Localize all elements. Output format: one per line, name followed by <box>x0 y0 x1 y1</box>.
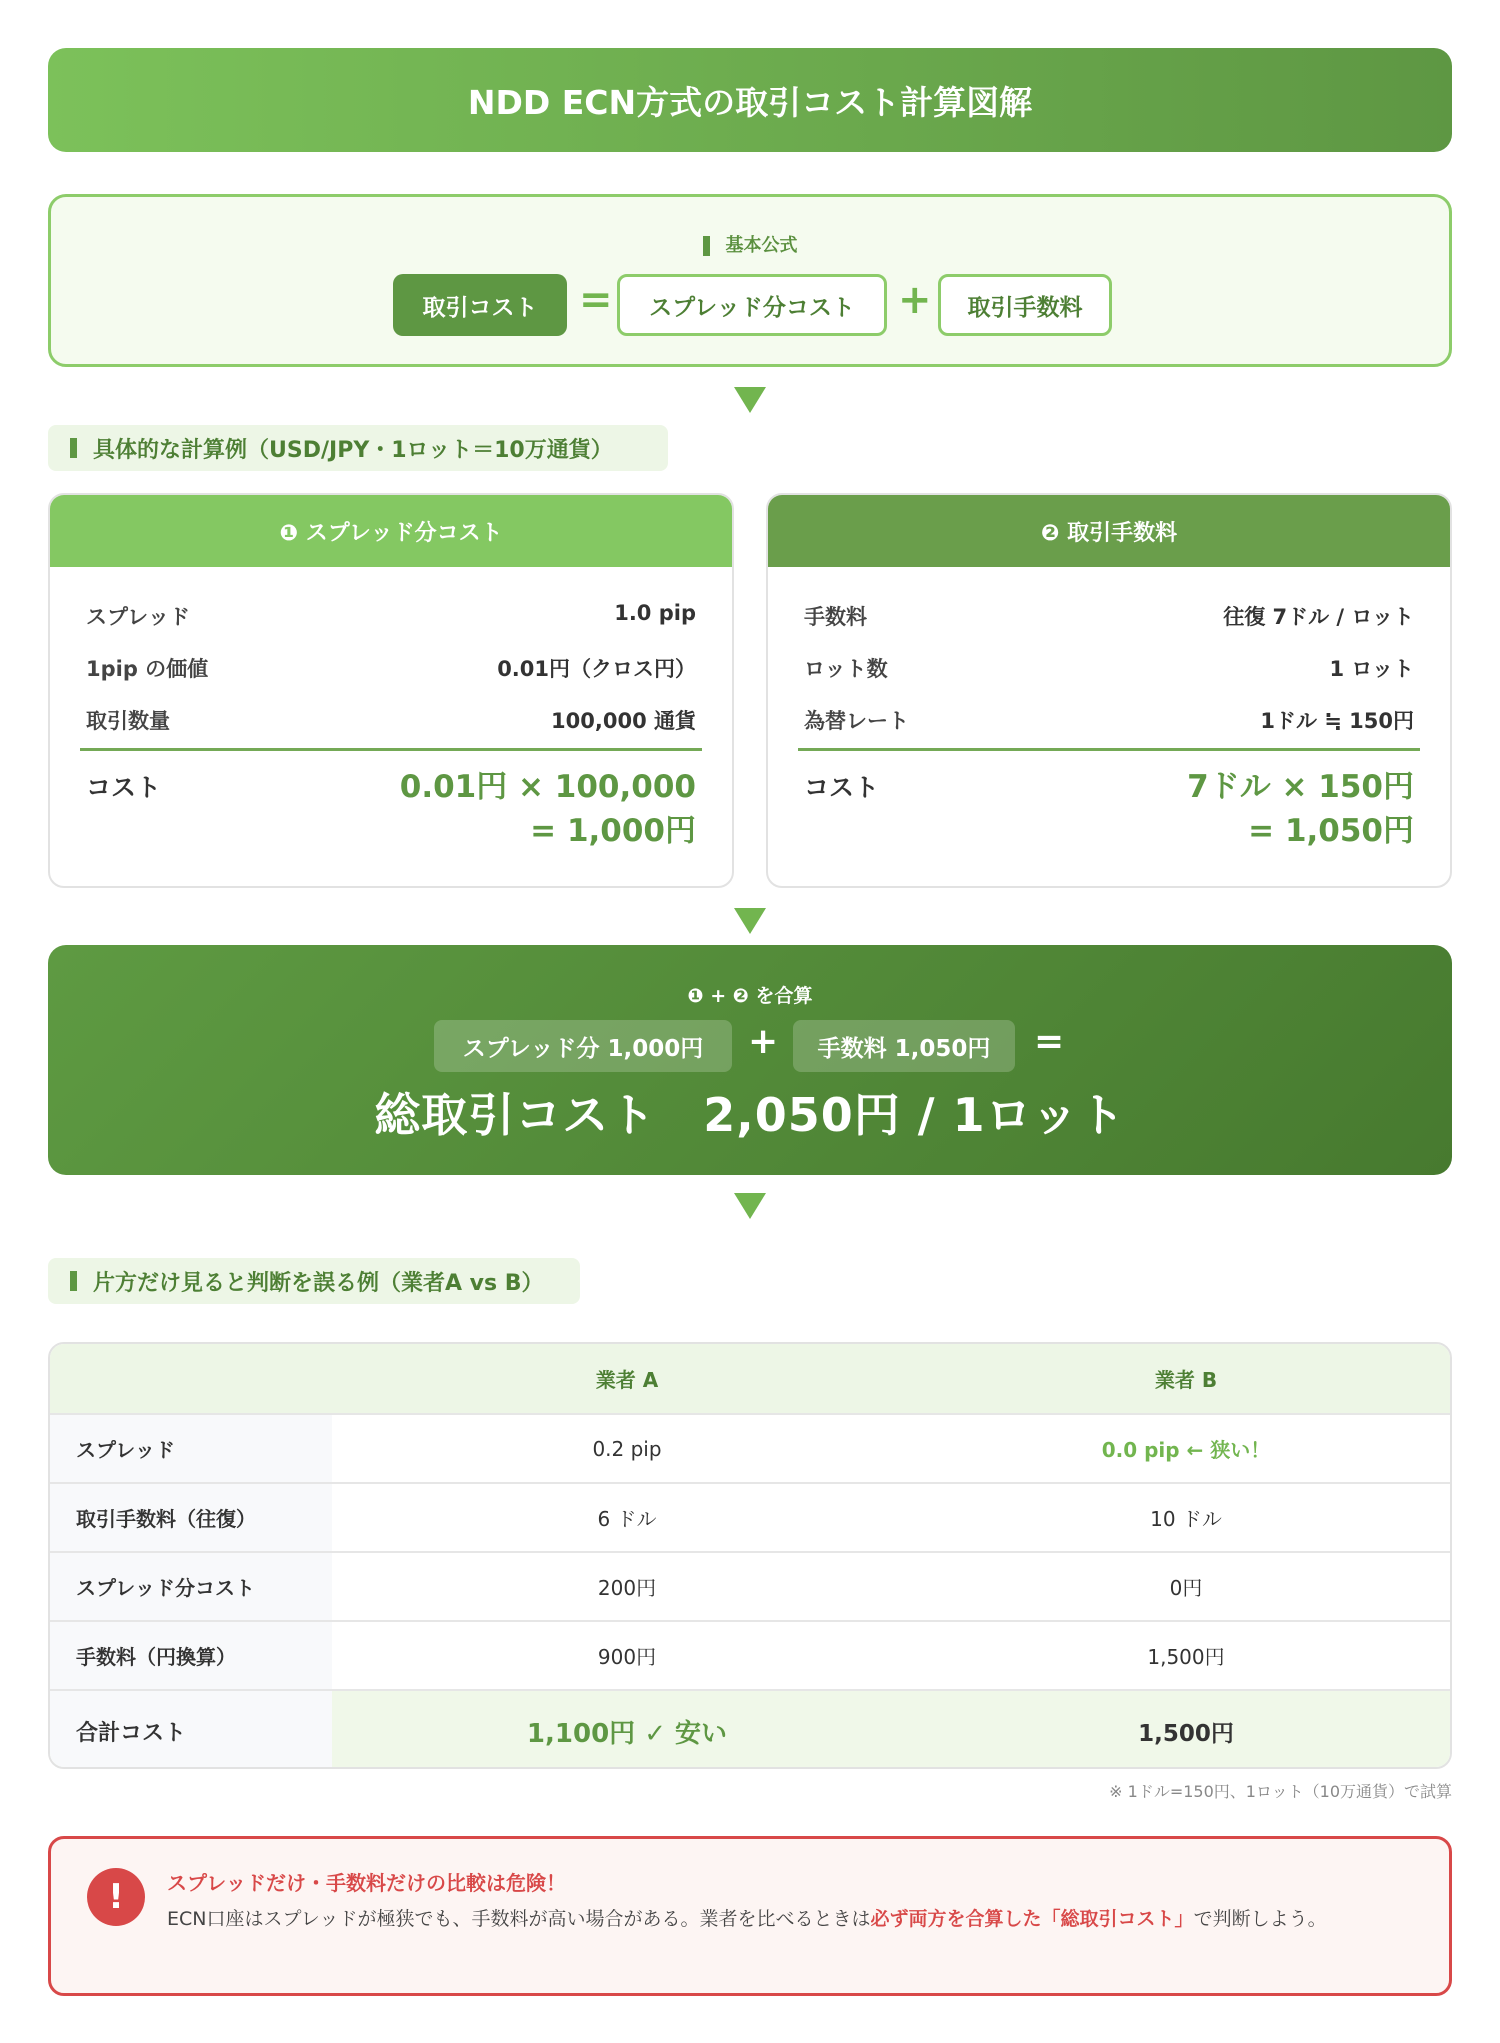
row-value: 往復 7ドル / ロット <box>1223 605 1414 629</box>
row-label: 取引手数料（往復） <box>50 1484 332 1551</box>
comparison-table <box>48 1342 1452 1769</box>
down-arrow-icon <box>734 387 766 413</box>
cost-line-2: = 1,000円 <box>530 813 696 849</box>
cost-line-2: = 1,050円 <box>1248 813 1414 849</box>
formula-term-fee: 取引手数料 <box>938 274 1112 336</box>
cost-line-1: 0.01円 × 100,000 <box>399 769 696 805</box>
fee-row <box>804 653 1414 683</box>
compare-section-label <box>48 1258 580 1304</box>
example-section-label <box>48 425 668 471</box>
label-bar <box>70 1271 77 1291</box>
table-header-row <box>50 1344 1450 1415</box>
table-cell: 10 ドル <box>1150 1507 1222 1531</box>
row-value: 0.01円（クロス円） <box>497 657 696 681</box>
spread-row <box>86 653 696 683</box>
cost-line-1: 7ドル × 150円 <box>1187 769 1414 805</box>
formula-term-spread: スプレッド分コスト <box>617 274 887 336</box>
warning-emphasis: 必ず両方を合算した「総取引コスト」 <box>870 1908 1194 1930</box>
spread-row <box>86 705 696 735</box>
spread-chip: スプレッド分 1,000円 <box>434 1020 732 1072</box>
row-key: 手数料 <box>804 605 867 629</box>
spread-card-title: ❶ スプレッド分コスト <box>50 495 732 567</box>
row-label: スプレッド分コスト <box>50 1553 332 1620</box>
cost-label: コスト <box>804 773 880 802</box>
total-equals: = <box>1034 1021 1065 1062</box>
header-cell: 業者 A <box>595 1368 659 1392</box>
row-value: 100,000 通貨 <box>551 709 696 733</box>
total-cost-value: 総取引コスト 2,050円 / 1ロット <box>374 1088 1126 1142</box>
label-bar <box>70 438 77 458</box>
table-cell: 0.0 pip ← 狭い！ <box>1101 1438 1271 1462</box>
table-row <box>50 1553 1450 1622</box>
header-cell: 業者 B <box>1154 1368 1218 1392</box>
table-cell: 1,500円 <box>1147 1645 1225 1669</box>
fee-cost-value <box>1187 765 1414 853</box>
table-cell: 0円 <box>1169 1576 1203 1600</box>
table-cell: 200円 <box>597 1576 657 1600</box>
warning-box <box>48 1836 1452 1996</box>
table-cell: 900円 <box>597 1645 657 1669</box>
total-cell-a: 1,100円 ✓ 安い <box>526 1718 728 1749</box>
down-arrow-icon <box>734 908 766 934</box>
divider <box>80 748 702 751</box>
row-key: ロット数 <box>804 657 888 681</box>
row-key: 為替レート <box>804 709 909 733</box>
header-cell <box>50 1344 332 1413</box>
table-row <box>50 1484 1450 1553</box>
warning-text <box>167 1901 1417 1938</box>
table-row <box>50 1415 1450 1484</box>
fee-chip: 手数料 1,050円 <box>793 1020 1015 1072</box>
cost-label: コスト <box>86 773 162 802</box>
total-subtitle: ❶ + ❷ を合算 <box>687 985 813 1007</box>
fee-card-title: ❷ 取引手数料 <box>768 495 1450 567</box>
row-label: 手数料（円換算） <box>50 1622 332 1689</box>
formula-plus: + <box>898 277 932 323</box>
total-plus: + <box>748 1021 779 1062</box>
formula-lhs: 取引コスト <box>393 274 567 336</box>
row-key: スプレッド <box>86 605 190 629</box>
total-cell-b: 1,500円 <box>1138 1720 1234 1747</box>
warning-title: スプレッドだけ・手数料だけの比較は危険！ <box>167 1871 566 1895</box>
row-value: 1 ロット <box>1329 657 1414 681</box>
divider <box>798 748 1420 751</box>
fee-cost-card <box>766 493 1452 888</box>
warning-text-a: ECN口座はスプレッドが極狭でも、手数料が高い場合がある。業者を比べるときは <box>167 1908 871 1930</box>
formula-label <box>51 231 1449 257</box>
row-label: 合計コスト <box>50 1691 332 1769</box>
table-row <box>50 1622 1450 1691</box>
warning-text-b: で判断しよう。 <box>1193 1908 1327 1930</box>
footnote: ※ 1ドル=150円、1ロット（10万通貨）で試算 <box>1109 1782 1452 1801</box>
fee-row <box>804 705 1414 735</box>
fee-row <box>804 601 1414 631</box>
spread-row <box>86 601 696 631</box>
table-cell: 0.2 pip <box>592 1436 662 1461</box>
row-label: スプレッド <box>50 1415 332 1482</box>
formula-label-text: 基本公式 <box>725 235 798 256</box>
formula-panel <box>48 194 1452 367</box>
row-value: 1.0 pip <box>614 601 696 625</box>
table-total-row <box>50 1691 1450 1769</box>
row-key: 1pip の価値 <box>86 657 209 681</box>
example-section-label-text: 具体的な計算例（USD/JPY・1ロット＝10万通貨） <box>93 437 613 463</box>
spread-cost-value <box>400 765 696 853</box>
spread-cost-card <box>48 493 734 888</box>
alert-icon: ! <box>87 1868 145 1926</box>
down-arrow-icon <box>734 1193 766 1219</box>
page-title: NDD ECN方式の取引コスト計算図解 <box>48 48 1452 152</box>
total-cost-panel <box>48 945 1452 1175</box>
row-key: 取引数量 <box>86 709 170 733</box>
row-value: 1ドル ≒ 150円 <box>1260 709 1414 733</box>
formula-equals: = <box>579 277 613 323</box>
table-cell: 6 ドル <box>597 1507 657 1531</box>
compare-section-label-text: 片方だけ見ると判断を誤る例（業者A vs B） <box>93 1270 544 1296</box>
label-bar <box>703 236 710 256</box>
